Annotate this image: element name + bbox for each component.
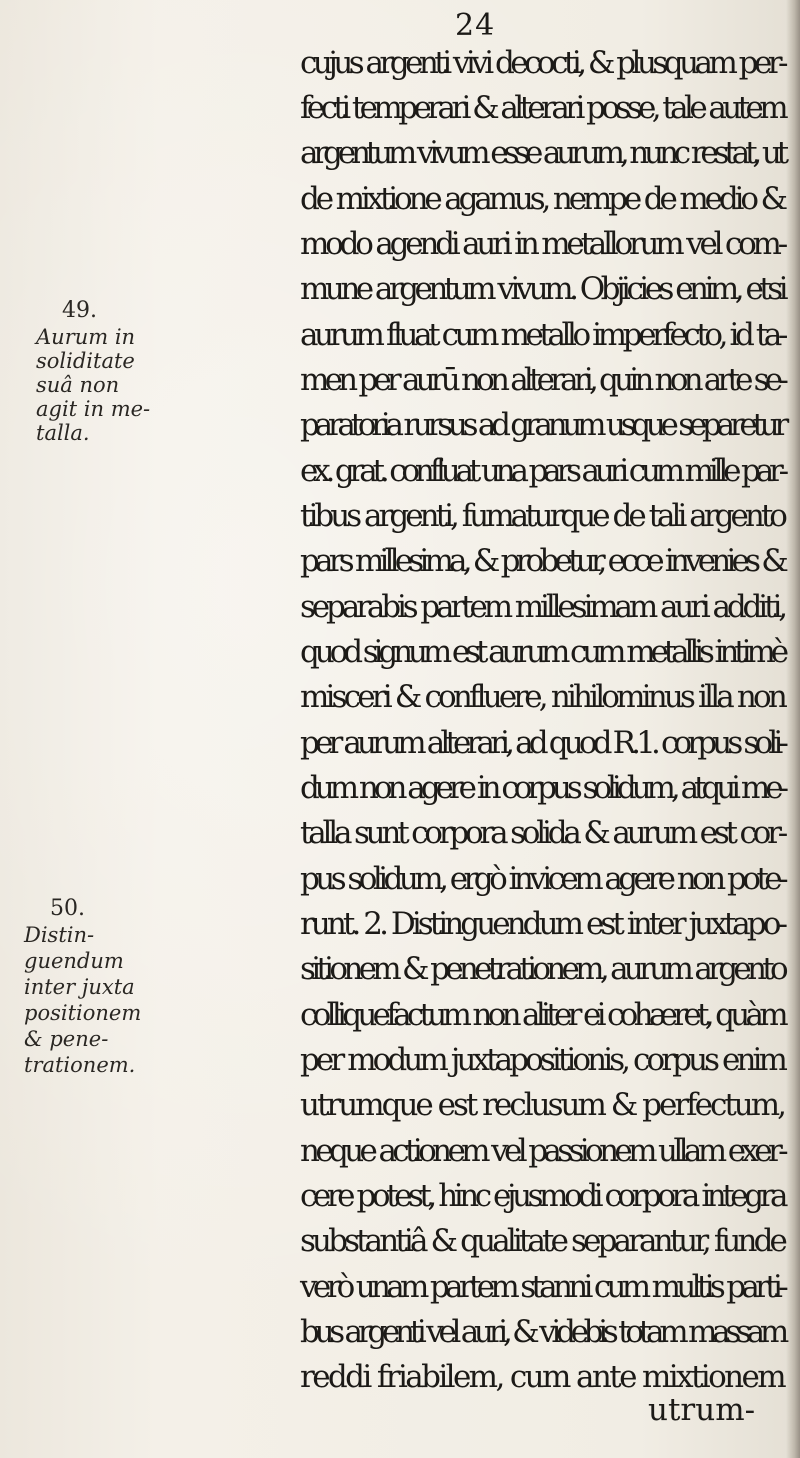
text-line: quod signum est aurum cum metallis intimè [300,634,784,670]
text-line: dum non agere in corpus solidum, atqui me- [300,770,784,806]
text-line: substantiâ & qualitate separantur, funde [300,1223,784,1259]
margin-note-line: positionem [24,1001,142,1025]
text-line: mune argentum vivum. Objicies enim, etsi [300,271,784,307]
margin-note-line: Distin- [24,923,95,947]
text-line: ex. grat. confluat una pars auri cum mille par- [300,453,784,489]
text-line: colliquefactum non aliter ei cohæret, quàm [300,997,784,1033]
text-line: talla sunt corpora solida & aurum est cor- [300,815,784,851]
text-line: runt. 2. Distinguendum est inter juxtapo- [300,906,784,942]
catchword: utrum- [648,1392,756,1428]
text-line: pus solidum, ergò invicem agere non pote- [300,861,784,897]
text-line: modo agendi auri in metallorum vel com- [300,226,784,262]
text-line: misceri & confluere, nihilominus illa non [300,679,784,715]
text-line: de mixtione agamus, nempe de medio & [300,181,784,217]
page-number: 24 [455,8,496,43]
text-line: cere potest, hinc ejusmodi corpora integra [300,1178,784,1214]
text-line: reddi friabilem, cum ante mixtionem [300,1359,784,1395]
margin-note-line: agit in me- [36,397,151,421]
text-line: sitionem & penetrationem, aurum argento [300,951,784,987]
margin-note-line: inter juxta [24,975,135,999]
margin-note-line: trationem. [24,1053,136,1077]
text-line: argentum vivum esse aurum, nunc restat, ut [300,135,784,171]
text-line: paratoria rursus ad granum usque separetur [300,407,784,443]
text-line: per modum juxtapositionis, corpus enim [300,1042,784,1078]
text-line: cujus argenti vivi decocti, & plusquam per- [300,45,784,81]
text-line: separabis partem millesimam auri additi, [300,589,784,625]
text-line: per aurum alterari, ad quod R.1. corpus soli- [300,725,784,761]
margin-note-line: & pene- [24,1027,109,1051]
text-line: tibus argenti, fumaturque de tali argento [300,498,784,534]
text-line: pars millesima, & probetur, ecce invenies & [300,543,784,579]
margin-note-number: 49. [62,298,97,323]
text-line: fecti temperari & alterari posse, tale autem [300,90,784,126]
text-line: verò unam partem stanni cum multis parti- [300,1269,785,1305]
margin-note-number: 50. [50,896,85,921]
text-line: aurum fluat cum metallo imperfecto, id ta- [300,317,784,353]
margin-note-line: guendum [24,949,124,973]
text-line: men per aurū non alterari, quin non arte se- [300,362,784,398]
text-line: bus argenti vel auri, & videbis totam massam [300,1314,784,1350]
margin-note-line: Aurum in [36,325,136,349]
text-line: neque actionem vel passionem ullam exer- [300,1133,784,1169]
margin-note-line: suâ non [36,373,120,397]
text-line: utrumque est reclusum & perfectum, [300,1087,784,1123]
margin-note-line: soliditate [36,349,135,373]
margin-note-line: talla. [36,421,90,445]
